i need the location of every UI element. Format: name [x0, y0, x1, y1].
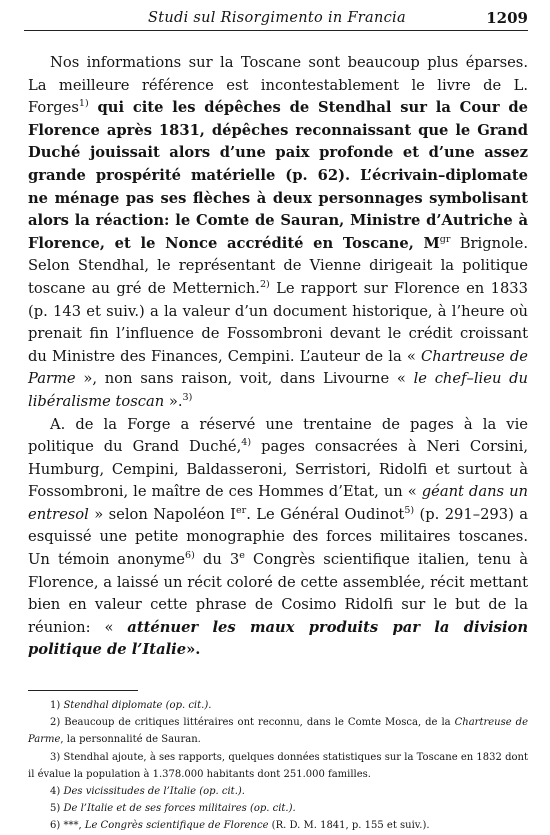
paragraph-1 — [28, 52, 528, 414]
footnote-ref: 2) — [259, 279, 270, 291]
footnote-text: Beaucoup de critiques littéraires ont reconnu, dans le Comte Mosca, de la — [64, 717, 455, 729]
quotation: géant dans un entresol — [28, 483, 528, 523]
main-text — [28, 52, 528, 662]
text-run: pages consacrées à Neri Corsini, Humburg, Cempini, Baldasseroni, Serristori, Ridolfi et surtout à Fossombroni, le maître de ces Hommes d’Etat, un « — [28, 438, 528, 501]
text-run: », non sans raison, voit, dans Livourne « — [75, 370, 414, 388]
footnote-title: Le Congrès scientifique de Florence — [84, 820, 269, 832]
footnote-rule — [28, 690, 138, 691]
text-run: . Le Général Oudinot — [246, 505, 405, 523]
footnote-title: Chartreuse de Parme — [28, 717, 528, 746]
quotation: atténuer les maux produits par la division politique de l’Italie — [28, 618, 528, 659]
footnote-text: ***, — [63, 820, 85, 832]
page-number: 1209 — [486, 9, 528, 27]
text-run: Congrès scientifique italien, tenu à Florence, a laissé un récit coloré de cette assemblée, récit mettant bien en valeur cette phrase de Cosimo Ridolfi sur le but de la réunion: « — [28, 551, 528, 636]
running-title: Studi sul Risorgimento in Francia — [148, 10, 406, 26]
footnote-ref: 6) — [185, 550, 195, 562]
text-run: Nos informations sur la Toscane sont beaucoup plus éparses. La meilleure référence est incontestablement le livre de L. Forges — [28, 54, 528, 117]
footnote-title: De l’Italie et de ses forces militaires (op. cit.). — [63, 803, 296, 815]
footnote-title: Des vicissitudes de l’Italie (op. cit.). — [63, 786, 245, 798]
text-run: du 3 — [194, 551, 240, 569]
footnote-title: Stendhal diplomate (op. cit.). — [63, 700, 212, 711]
text-run: Brignole. Selon Stendhal, le représentant de Vienne dirigeait la politique toscane au gré de Metternich. — [28, 234, 528, 297]
footnote-number: 5) — [50, 803, 61, 815]
text-run: A. de la Forge a réservé une trentaine de pages à la vie politique du Grand Duché, — [28, 415, 528, 456]
text-run: Le rapport sur Florence en 1833 (p. 143 et suiv.) a la valeur d’un document historique, à l’heure où prenait fin l’influence de Fossombroni devant le crédit croissant du Ministre des Finances, Cempini. L’auteur de la « — [28, 279, 528, 365]
footnote-ref: 1) — [78, 98, 89, 110]
footnote-2 — [28, 714, 528, 748]
footnote-1 — [28, 697, 528, 714]
footnote-number: 3) — [50, 751, 61, 763]
footnote-number: 2) — [50, 717, 61, 729]
text-run: ». — [164, 392, 183, 410]
page-header — [24, 7, 528, 29]
paragraph-2 — [28, 414, 528, 663]
footnote-ref: 3) — [182, 392, 193, 404]
footnote-text: (R. D. M. 1841, p. 155 et suiv.). — [268, 820, 430, 832]
footnote-number: 6) — [50, 820, 61, 832]
quotation: le chef–lieu du libéralisme toscan — [28, 370, 528, 410]
book-title: Chartreuse de Parme — [28, 347, 528, 388]
superscript: e — [239, 550, 245, 562]
footnote-text: Stendhal ajoute, à ses rapports, quelques données statistiques sur la Toscane en 1832 dont il évalue la population à 1.378.000 habitants dont 251.000 familles. — [28, 751, 528, 780]
footnotes — [28, 697, 528, 835]
superscript: gr — [439, 233, 451, 245]
footnote-number: 4) — [50, 786, 61, 798]
footnote-text: , la personnalité de Sauran. — [60, 734, 201, 746]
footnote-5 — [28, 800, 528, 817]
text-run: » selon Napoléon I — [88, 505, 236, 523]
footnote-4 — [28, 783, 528, 800]
footnote-6 — [28, 817, 528, 834]
footnote-number: 1) — [50, 700, 61, 711]
superscript: er — [235, 504, 247, 516]
footnote-ref: 4) — [241, 437, 252, 449]
footnote-3 — [28, 749, 528, 783]
text-run: (p. 291–293) a esquissé une petite monographie des forces militaires toscanes. Un témoin anonyme — [28, 505, 528, 569]
text-run: ». — [186, 641, 201, 659]
footnote-ref: 5) — [404, 504, 415, 516]
text-run: qui cite les dépêches de Stendhal sur la Cour de Florence après 1831, dépêches reconnaissant que le Grand Duché jouissait alors d’une paix profonde et d’une assez grande prospérité matérielle (p. 62). L’écrivain–diplomate ne ménage pas ses flèches à deux personnages symbolisant alors la réaction: le Comte de Sauran, Ministre d’Autriche à Florence, et le Nonce accrédité en Toscane, M — [28, 99, 528, 252]
header-rule — [24, 30, 528, 31]
